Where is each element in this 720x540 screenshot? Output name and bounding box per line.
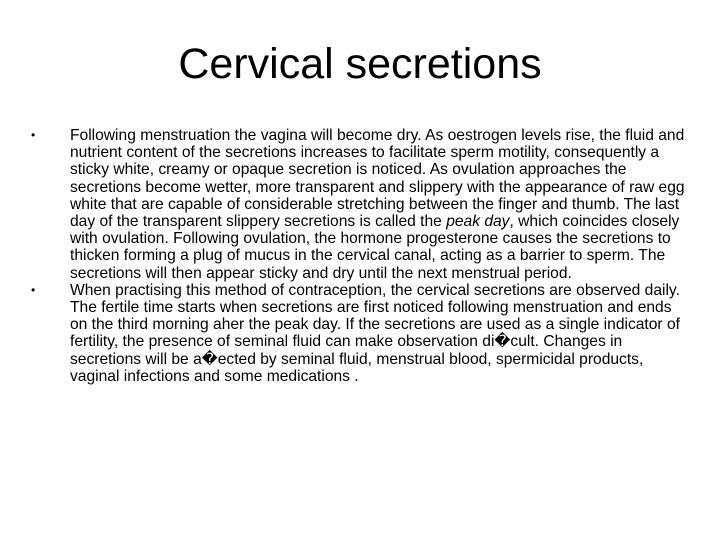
bullet-text (70, 127, 685, 282)
bullet-text-part: Following menstruation the vagina will become dry. As oestrogen levels rise, the fluid and nutrient content of the secretions increases to facilitate sperm motility, consequently a sticky white, creamy or opaque secretion is noticed. As ovulation approaches the secretions become wetter, more transparent and slippery with the appearance of raw egg white that are capable of considerable stretching between the finger and thumb. The last day of the transparent slippery secretions is called the (70, 127, 685, 231)
slide-title: Cervical secretions (178, 40, 542, 88)
bullet-text-part: When practising this method of contraception, the cervical secretions are observed daily. The fertile time starts when secretions are first noticed following menstruation and ends on the third morning aher the peak day. If the secretions are used as a single indicator of fertility, the presence of seminal fluid can make observation di�cult. Changes in secretions will be a�ected by seminal fluid, menstrual blood, spermicidal products, vaginal infections and some medications . (70, 281, 680, 385)
emphasis-peak-day: peak day (446, 213, 510, 231)
bullet-icon: • (31, 282, 36, 297)
bullet-item (0, 127, 720, 282)
bullet-icon: • (31, 128, 36, 142)
bullet-text (70, 282, 680, 385)
bullet-item (0, 282, 720, 385)
bullet-list (0, 127, 720, 385)
bullet-text-part: , which coincides closely with ovulation. Following ovulation, the hormone progesterone causes the secretions to thicken forming a plug of mucus in the cervical canal, acting as a barrier to sperm. The secretions will then appear sticky and dry until the next menstrual period. (70, 213, 680, 282)
